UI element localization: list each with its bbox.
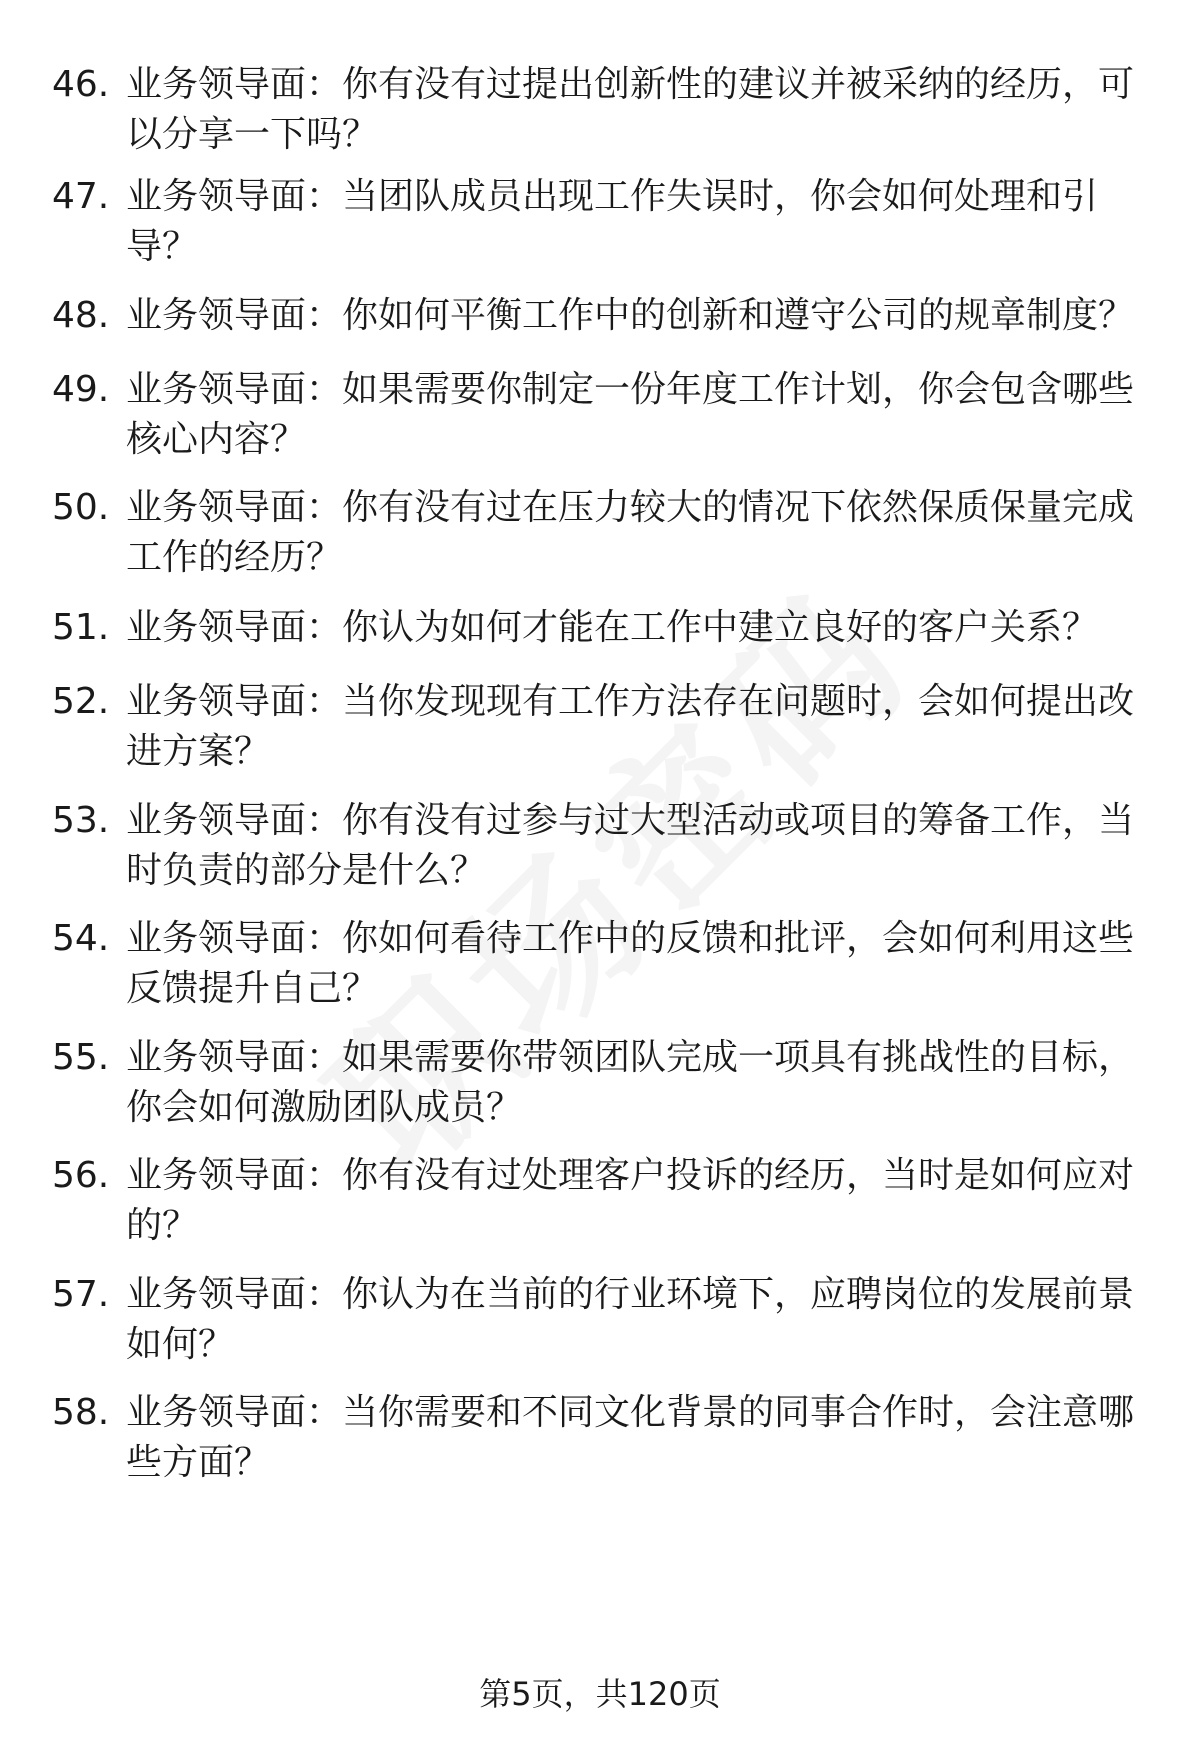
question-number: 56. — [52, 1155, 110, 1196]
question-item — [52, 914, 1152, 1014]
question-number: 53. — [52, 800, 110, 841]
question-number: 54. — [52, 918, 110, 959]
question-item — [52, 603, 1152, 653]
question-text: 业务领导面：你如何平衡工作中的创新和遵守公司的规章制度？ — [126, 295, 1135, 336]
question-item — [52, 60, 1152, 160]
question-number: 58. — [52, 1392, 110, 1433]
question-item — [52, 1270, 1152, 1370]
question-number: 47. — [52, 176, 110, 217]
question-text: 业务领导面：当你发现现有工作方法存在问题时，会如何提出改进方案？ — [126, 681, 1135, 772]
question-text: 业务领导面：你有没有过参与过大型活动或项目的筹备工作，当时负责的部分是什么？ — [126, 800, 1135, 891]
question-number: 52. — [52, 681, 110, 722]
question-item — [52, 291, 1152, 341]
question-item — [52, 1388, 1152, 1488]
question-text: 业务领导面：你认为在当前的行业环境下，应聘岗位的发展前景如何？ — [126, 1274, 1135, 1365]
question-item — [52, 677, 1152, 777]
question-number: 57. — [52, 1274, 110, 1315]
question-item — [52, 1033, 1152, 1133]
question-text: 业务领导面：你有没有过在压力较大的情况下依然保质保量完成工作的经历？ — [126, 487, 1135, 578]
question-number: 51. — [52, 607, 110, 648]
question-text: 业务领导面：你如何看待工作中的反馈和批评，会如何利用这些反馈提升自己？ — [126, 918, 1135, 1009]
question-number: 50. — [52, 487, 110, 528]
question-number: 46. — [52, 64, 110, 105]
question-text: 业务领导面：你有没有过提出创新性的建议并被采纳的经历，可以分享一下吗？ — [126, 64, 1135, 155]
question-number: 49. — [52, 369, 110, 410]
question-text: 业务领导面：当团队成员出现工作失误时，你会如何处理和引导？ — [126, 176, 1099, 267]
question-text: 业务领导面：你有没有过处理客户投诉的经历，当时是如何应对的？ — [126, 1155, 1135, 1246]
question-number: 55. — [52, 1037, 110, 1078]
question-item — [52, 483, 1152, 583]
question-item — [52, 1151, 1152, 1251]
question-item — [52, 365, 1152, 465]
question-item — [52, 796, 1152, 896]
question-text: 业务领导面：如果需要你带领团队完成一项具有挑战性的目标，你会如何激励团队成员？ — [126, 1037, 1135, 1128]
question-item — [52, 172, 1152, 272]
question-text: 业务领导面：当你需要和不同文化背景的同事合作时，会注意哪些方面？ — [126, 1392, 1135, 1483]
question-number: 48. — [52, 295, 110, 336]
page-indicator: 第5页，共120页 — [479, 1675, 721, 1713]
question-text: 业务领导面：你认为如何才能在工作中建立良好的客户关系？ — [126, 607, 1099, 648]
question-text: 业务领导面：如果需要你制定一份年度工作计划，你会包含哪些核心内容？ — [126, 369, 1135, 460]
